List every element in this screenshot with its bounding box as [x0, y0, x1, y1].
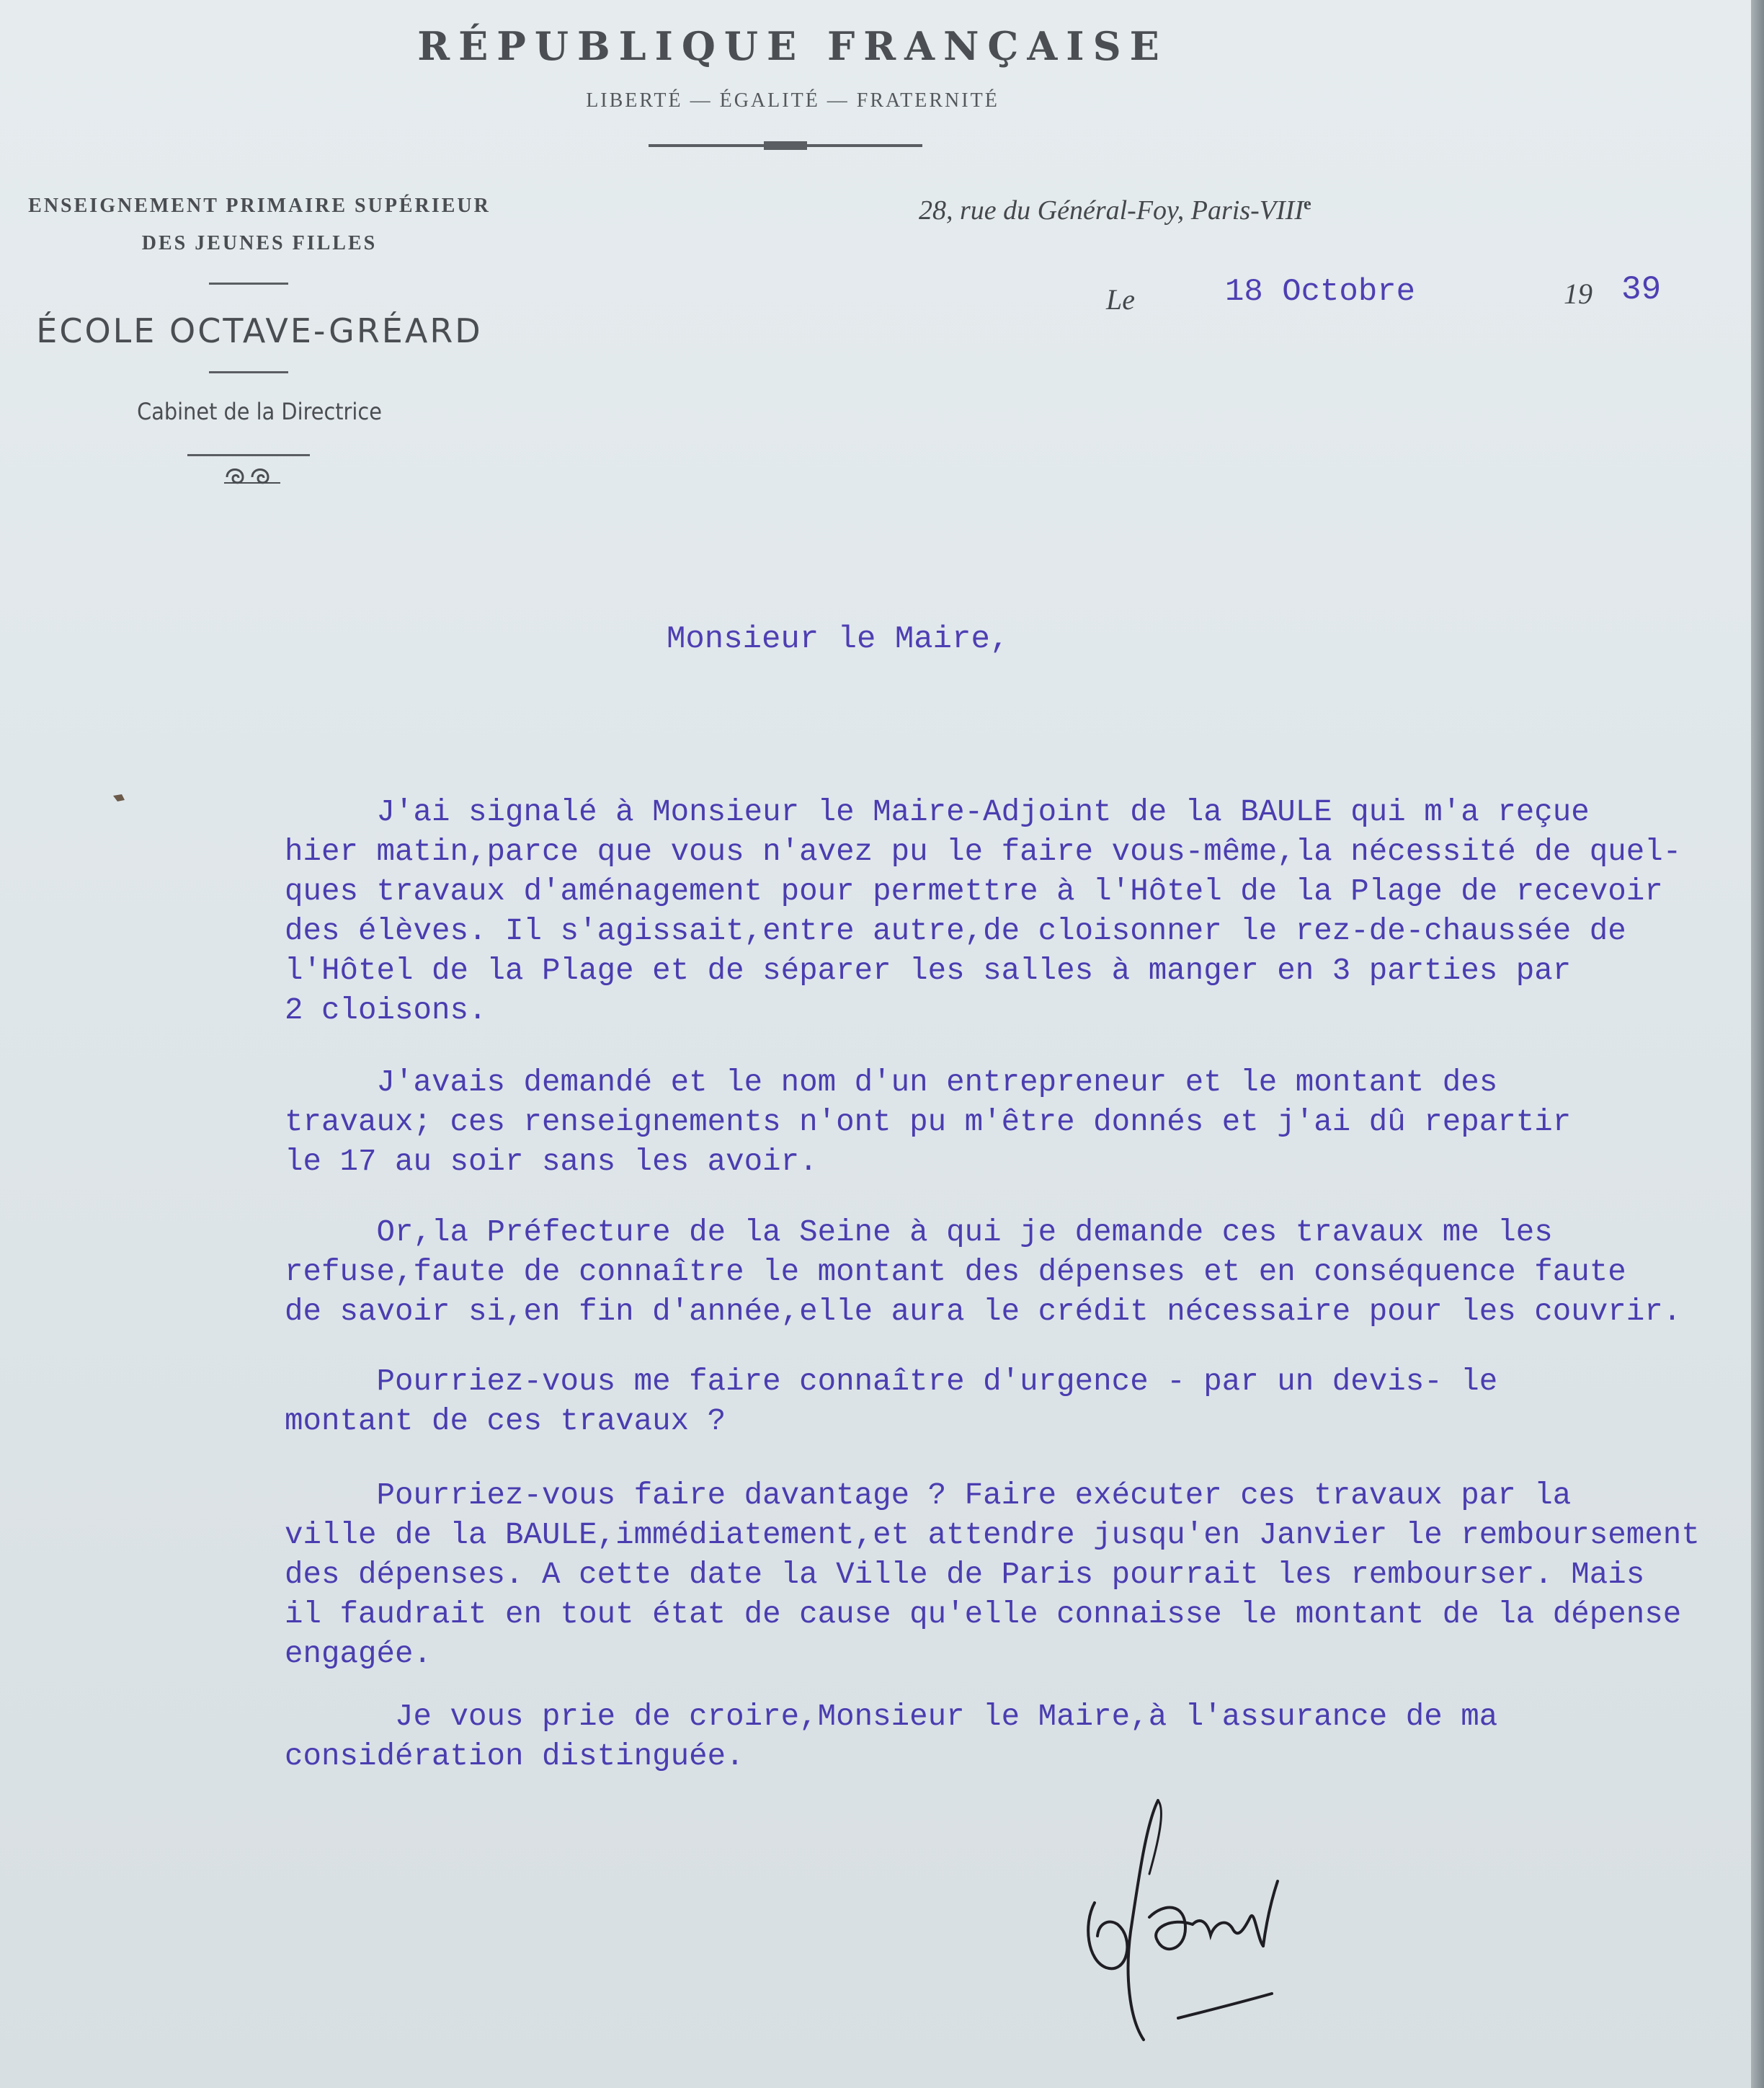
- paragraph-2: J'avais demandé et le nom d'un entrepreneur et le montant des travaux; ces renseignements n'ont pu m'être donnés et j'ai dû repartir le 17 au soir sans les avoir.: [285, 1065, 1572, 1179]
- paragraph-1: J'ai signalé à Monsieur le Maire-Adjoint de la BAULE qui m'a reçue hier matin,parce que vous n'avez pu le faire vous-même,la nécessité de quel- ques travaux d'aménagement pour permettre à l'Hôtel de la Plage de recevoir des élèves. Il s'agissait,entre autre,de cloisonner le rez-de-chaussée de l'Hôtel de la Plage et de séparer les salles à manger en 3 parties par 2 cloisons.: [285, 795, 1682, 1028]
- school-name: ÉCOLE OCTAVE-GRÉARD: [36, 311, 483, 350]
- motto-divider-ornament: [764, 141, 807, 150]
- paper-edge: [1751, 0, 1764, 2088]
- closing-paragraph: Je vous prie de croire,Monsieur le Maire,à l'assurance de ma considération distinguée.: [285, 1700, 1498, 1774]
- salutation: Monsieur le Maire,: [667, 621, 1010, 657]
- divider: [209, 283, 288, 285]
- divider: [209, 371, 288, 373]
- address-text: 28, rue du Général-Foy, Paris-VIII: [919, 195, 1304, 226]
- handwritten-signature: [1077, 1795, 1308, 2054]
- letter-date: 18 Octobre: [1225, 274, 1416, 310]
- scroll-ornament-icon: [220, 461, 285, 490]
- divider: [187, 454, 310, 456]
- date-prefix: Le: [1106, 283, 1135, 316]
- paragraph-5: Pourriez-vous faire davantage ? Faire exécuter ces travaux par la ville de la BAULE,immédiatement,et attendre jusqu'en Janvier le remboursement des dépenses. A cette date la Ville de Paris pourrait les rembourser. Mais il faudrait en tout état de cause qu'elle connaisse le montant de la dépense engagée.: [285, 1478, 1700, 1671]
- motto: LIBERTÉ — ÉGALITÉ — FRATERNITÉ: [586, 89, 999, 112]
- paragraph-4: Pourriez-vous me faire connaître d'urgence - par un devis- le montant de ces travaux ?: [285, 1364, 1498, 1439]
- school-address: [919, 195, 1311, 226]
- year-typed: 39: [1621, 271, 1662, 308]
- republic-heading: RÉPUBLIQUE FRANÇAISE: [417, 23, 1168, 69]
- office-name: Cabinet de la Directrice: [137, 398, 382, 425]
- department-line-1: ENSEIGNEMENT PRIMAIRE SUPÉRIEUR: [28, 195, 491, 217]
- year-printed: 19: [1564, 277, 1592, 310]
- paper-blemish: [112, 793, 126, 803]
- department-line-2: DES JEUNES FILLES: [141, 232, 378, 254]
- paragraph-3: Or,la Préfecture de la Seine à qui je demande ces travaux me les refuse,faute de connaître le montant des dépenses et en conséquence faute de savoir si,en fin d'année,elle aura le crédit nécessaire pour les couvrir.: [285, 1215, 1682, 1329]
- address-suffix: e: [1304, 195, 1311, 214]
